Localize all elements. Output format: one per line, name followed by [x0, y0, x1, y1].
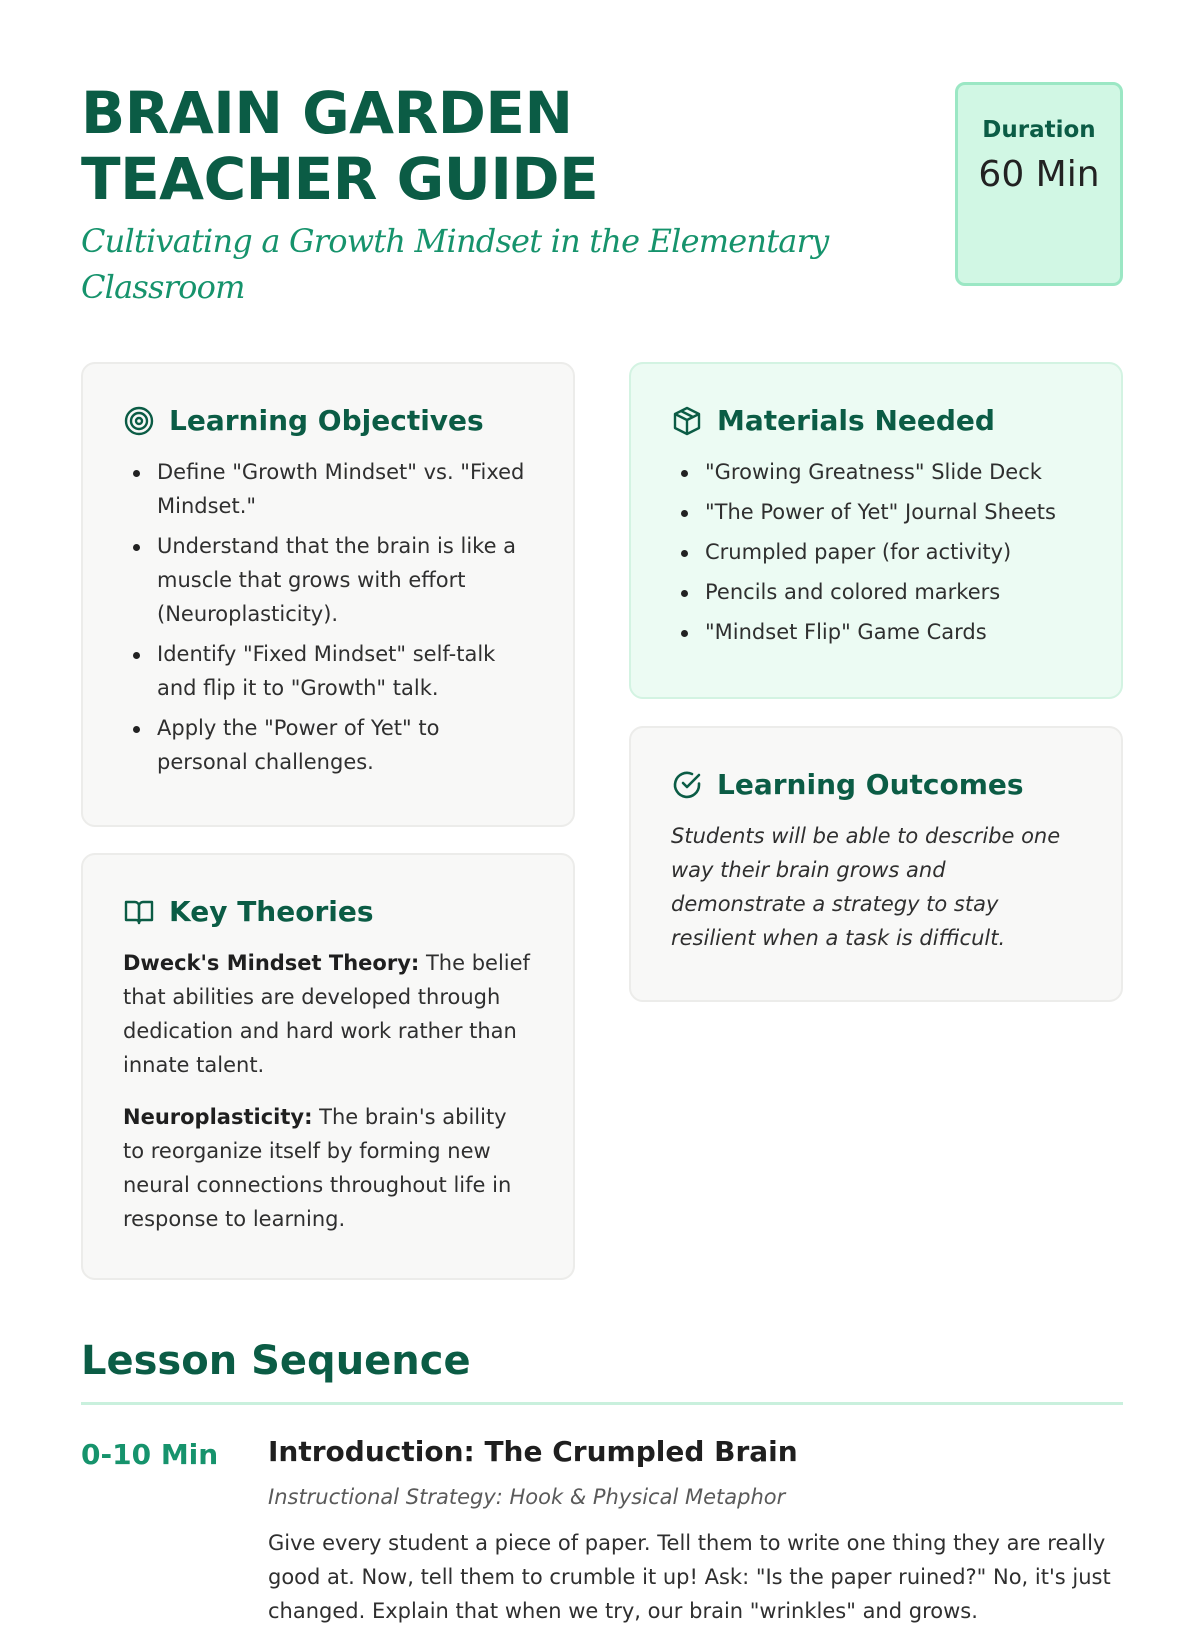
outcomes-text: Students will be able to describe one way their brain grows and demonstrate a strategy to stay resilient when a task is difficult.: [671, 824, 1061, 950]
list-item: Define "Growth Mindset" vs. "Fixed Mindset.": [123, 455, 533, 523]
step-time: 0-10 Min: [81, 1438, 219, 1471]
page-title: BRAIN GARDEN TEACHER GUIDE: [81, 79, 599, 213]
list-item: Pencils and colored markers: [671, 575, 1081, 609]
theory-desc: The belief that abilities are developed through dedication and hard work rather than innate talent.: [123, 951, 530, 1077]
page-subtitle: Cultivating a Growth Mindset in the Elementary Classroom: [81, 222, 829, 306]
key-theories-card: [81, 853, 575, 1280]
step-body: [268, 1432, 1123, 1628]
duration-value: 60 Min: [978, 154, 1100, 195]
list-item: "Growing Greatness" Slide Deck: [671, 455, 1081, 489]
check-circle-icon: [671, 769, 703, 801]
list-item: "The Power of Yet" Journal Sheets: [671, 495, 1081, 529]
theory-item: [123, 1100, 533, 1236]
card-header: [123, 404, 533, 437]
duration-label: Duration: [982, 117, 1096, 143]
box-icon: [671, 405, 703, 437]
target-icon: [123, 405, 155, 437]
list-item: Identify "Fixed Mindset" self-talk and flip it to "Growth" talk.: [123, 637, 533, 705]
materials-needed-title: Materials Needed: [717, 404, 995, 437]
card-header: [123, 895, 533, 928]
theory-desc: The brain's ability to reorganize itself by forming new neural connections throughout life in response to learning.: [123, 1105, 512, 1231]
key-theories-title: Key Theories: [169, 895, 374, 928]
learning-objectives-title: Learning Objectives: [169, 404, 484, 437]
objectives-list: [123, 455, 533, 779]
list-item: Crumpled paper (for activity): [671, 535, 1081, 569]
step-strategy: Instructional Strategy: Hook & Physical Metaphor: [268, 1485, 786, 1509]
section-divider: [81, 1402, 1123, 1405]
step-description: Give every student a piece of paper. Tell them to write one thing they are really good at. Now, tell them to crumble it up! Ask: "Is the paper ruined?" No, it's just changed. Explain that when we try, our brain "wrinkles" and grows.: [268, 1531, 1111, 1623]
theory-term: Neuroplasticity:: [123, 1105, 313, 1129]
list-item: Apply the "Power of Yet" to personal challenges.: [123, 711, 533, 779]
theory-term: Dweck's Mindset Theory:: [123, 951, 420, 975]
list-item: Understand that the brain is like a muscle that grows with effort (Neuroplasticity).: [123, 529, 533, 631]
duration-badge: [955, 82, 1123, 286]
lesson-sequence-heading: Lesson Sequence: [81, 1338, 471, 1384]
learning-outcomes-card: [629, 726, 1123, 1002]
materials-needed-card: [629, 362, 1123, 699]
list-item: "Mindset Flip" Game Cards: [671, 615, 1081, 649]
card-header: [671, 768, 1081, 801]
card-header: [671, 404, 1081, 437]
open-book-icon: [123, 896, 155, 928]
step-title: Introduction: The Crumpled Brain: [268, 1435, 798, 1468]
theory-item: [123, 946, 533, 1082]
learning-outcomes-title: Learning Outcomes: [717, 768, 1024, 801]
learning-objectives-card: [81, 362, 575, 827]
materials-list: [671, 455, 1081, 649]
